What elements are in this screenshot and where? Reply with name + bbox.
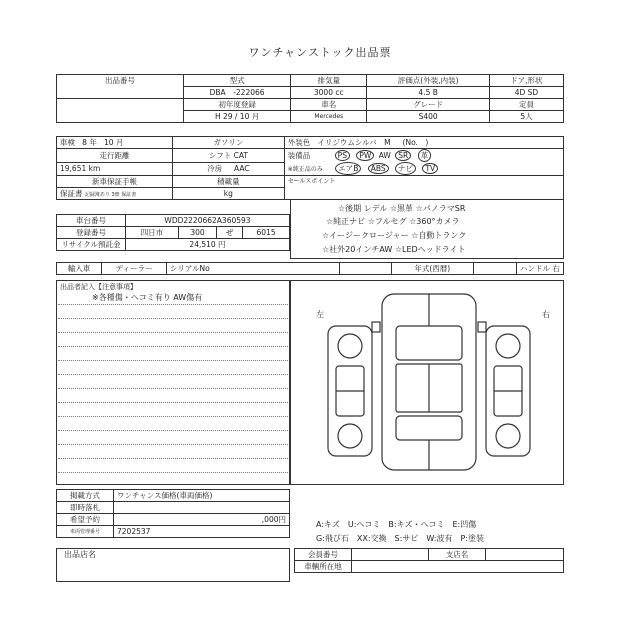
method-value: ワンチャンス価格(車両価格) [114, 490, 290, 502]
equip-airbag: エアB [335, 162, 361, 175]
reg-office: 四日市 [126, 227, 179, 239]
handle-label: ハンドル 右 [516, 263, 563, 275]
page-title: ワンチャンストック出品票 [248, 46, 392, 59]
reserve-label: 希望予約 [57, 514, 114, 526]
equip-aw: AW [378, 151, 391, 160]
aircon-value: AAC [234, 164, 250, 174]
color-no: (No. ) [402, 138, 429, 147]
sales-point-2: ☆純正ナビ ☆フルセグ ☆360°カメラ [326, 217, 460, 226]
reg-class: 300 [178, 227, 216, 239]
inspection-month: 10 [103, 138, 114, 147]
diagram-right-label: 右 [542, 310, 550, 319]
price-grid [56, 489, 290, 538]
capacity-label: 定員 [489, 99, 563, 111]
score-label: 評価点(外装,内装) [367, 75, 490, 87]
wheel-icon [496, 334, 520, 358]
warranty-sub-value: 記録簿あり 3冊 保証書 [84, 192, 137, 198]
sales-point-box [290, 200, 564, 259]
location-label: 車輌所在地 [295, 561, 352, 573]
notes-line-1: ※各種傷・ヘコミ有り AW傷有 [92, 293, 203, 302]
vehicle-no-value: 7202537 [114, 526, 290, 538]
equip-leather: 革 [418, 149, 432, 162]
import-grid [56, 262, 564, 275]
equip-sr: SR [395, 150, 411, 161]
equip-note: ※純正品のみ [287, 166, 323, 173]
seller-label: 出品店名 [64, 550, 96, 559]
model-label: 型式 [184, 75, 291, 87]
equip-tv: TV [422, 163, 438, 174]
import-label: 輸入車 [57, 263, 102, 275]
notes-box [56, 280, 290, 485]
equip-cell [284, 149, 563, 176]
mileage-value: 19,651 km [57, 162, 173, 176]
load-unit: kg [172, 188, 284, 200]
footer-grid [294, 548, 564, 573]
reg-kana: ぜ [217, 227, 243, 239]
header-grid [56, 74, 564, 123]
fuel-value: ガソリン [172, 137, 284, 149]
equip-label: 装備品 [287, 151, 311, 160]
color-value: イリジウムシルバ M [317, 138, 391, 147]
grade-label: グレード [367, 99, 490, 111]
make-label: 車名 [291, 99, 367, 111]
load-label: 積載量 [172, 176, 284, 188]
equip-abs: ABS [368, 163, 389, 174]
model-value: DBA -222066 [184, 87, 291, 99]
reg-label: 登録番号 [57, 227, 126, 239]
inspection-row [57, 137, 173, 149]
vehicle-no-label: 車両管理番号 [57, 526, 114, 538]
inspection-year: 8 [82, 138, 87, 147]
serial-label: シリアルNo [166, 263, 339, 275]
inspection-month-unit: 月 [115, 138, 124, 147]
score-value: 4.5 B [367, 87, 490, 99]
member-label: 会員番号 [295, 549, 352, 561]
sales-point-label: セールスポイント [284, 176, 563, 200]
mileage-label: 走行距離 [57, 149, 173, 163]
branch-label: 支店名 [429, 549, 486, 561]
first-reg-label: 初年度登録 [184, 99, 291, 111]
aircon-label: 冷房 [207, 164, 223, 174]
warranty-sub-label: 保証書 [60, 189, 83, 198]
detail-grid [56, 136, 564, 200]
displacement-label: 排気量 [291, 75, 367, 87]
shift-value: シフト CAT [172, 149, 284, 163]
lot-label: 出品番号 [57, 75, 184, 99]
sales-point-3: ☆イージークロージャー ☆自動トランク [322, 231, 467, 240]
wheel-icon [338, 424, 362, 448]
legend-line-2: G:飛び石 XX:交換 S:サビ W:波有 P:塗装 [316, 534, 484, 543]
capacity-value: 5人 [489, 111, 563, 123]
color-label: 外装色 [287, 138, 311, 147]
instant-label: 即時落札 [57, 502, 114, 514]
recycle-value: 24,510 円 [126, 239, 290, 251]
legend-line-1: A:キズ U:ヘコミ B:キズ・ヘコミ E:凹傷 [316, 520, 477, 529]
chassis-label: 車台番号 [57, 215, 126, 227]
aircon-cell [172, 162, 284, 176]
inspection-label: 車検 [60, 138, 75, 147]
reg-number: 6015 [243, 227, 290, 239]
recycle-label: リサイクル預託金 [57, 239, 126, 251]
doors-label: ドア,形状 [489, 75, 563, 87]
color-cell [284, 137, 563, 149]
make-value: Mercedes [291, 111, 367, 123]
dealer-label: ディーラー [102, 263, 167, 275]
doors-value: 4D SD [489, 87, 563, 99]
equip-pw: PW [356, 150, 374, 161]
frame-grid [56, 214, 290, 251]
wheel-icon [496, 424, 520, 448]
warranty-sub [57, 188, 173, 200]
car-diagram [300, 286, 558, 482]
sales-point-4: ☆社外20インチAW ☆LEDヘッドライト [322, 245, 466, 254]
equip-ps: PS [335, 150, 350, 161]
diagram-left-label: 左 [316, 310, 324, 319]
wheel-icon [338, 334, 362, 358]
year-label: 年式(西暦) [391, 263, 474, 275]
notes-title: 出品者記入【注意事項】 [60, 283, 137, 291]
first-reg-value: H 29 / 10 月 [184, 111, 291, 123]
chassis-value: WDD2220662A360593 [126, 215, 290, 227]
equip-navi: ナビ [395, 162, 416, 175]
warranty-label: 新車保証手帳 [57, 176, 173, 188]
inspection-year-unit: 年 [89, 138, 97, 147]
reserve-unit: ,000円 [114, 514, 290, 526]
displacement-value: 3000 cc [291, 87, 367, 99]
sales-point-1: ☆後期 レデル ☆黒革 ☆パノラマSR [338, 204, 466, 213]
method-label: 掲載方式 [57, 490, 114, 502]
grade-value: S400 [367, 111, 490, 123]
